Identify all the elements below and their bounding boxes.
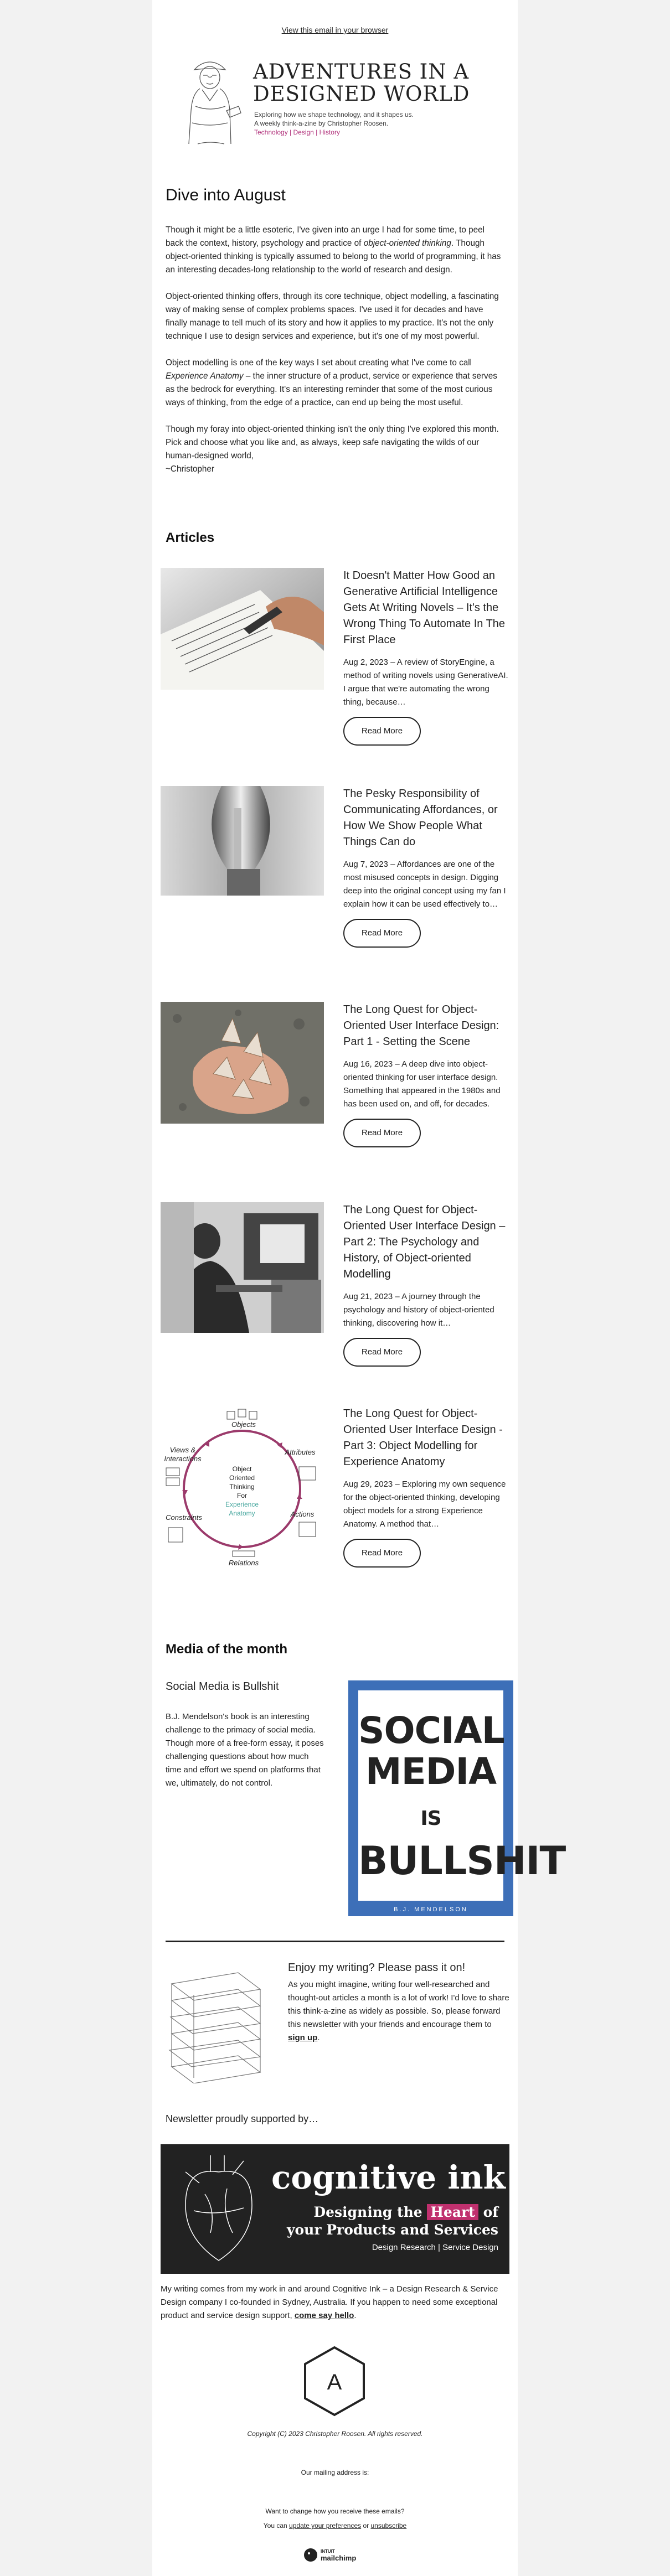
media-description: B.J. Mendelson's book is an interesting challenge to the primacy of social media. Though more of a free-form essay, it poses challenging questions about how much time and effort we spend on platforms that we, ultimately, do not control. xyxy=(166,1712,324,1788)
article-description: Aug 2, 2023 – A review of StoryEngine, a method of writing novels using GenerativeAI. I argue that we're automating the wrong thing, because… xyxy=(343,658,508,707)
svg-text:INTUIT: INTUIT xyxy=(321,2549,335,2554)
signup-link[interactable]: sign up xyxy=(288,2033,318,2042)
newsletter-header xyxy=(176,51,494,148)
book-cover-author: B.J. MENDELSON xyxy=(394,1906,468,1913)
read-more-button[interactable]: Read More xyxy=(343,1539,421,1568)
footer-logo-icon[interactable] xyxy=(302,2345,367,2417)
share-section xyxy=(161,1962,509,2089)
sponsor-heading: Newsletter proudly supported by… xyxy=(166,2113,319,2124)
svg-text:Relations: Relations xyxy=(228,1559,259,1567)
intro-heading: Dive into August xyxy=(166,186,286,204)
svg-text:Interactions: Interactions xyxy=(164,1455,202,1463)
article-title-link[interactable]: The Long Quest for Object-Oriented User Interface Design – Part 2: The Psychology and History, of Object-oriented Modelling xyxy=(343,1204,506,1280)
articles-heading: Articles xyxy=(166,530,215,545)
sponsor-tagline-line1: Designing the Heart of xyxy=(313,2204,498,2220)
intro-text xyxy=(166,224,504,489)
svg-text:mailchimp: mailchimp xyxy=(321,2554,357,2562)
intro-signature: ~Christopher xyxy=(166,464,215,474)
email-prefs-question: Want to change how you receive these emails? xyxy=(265,2507,405,2515)
media-title: Social Media is Bullshit xyxy=(166,1680,279,1693)
mailing-address-label: Our mailing address is: xyxy=(301,2469,369,2476)
svg-text:For: For xyxy=(237,1492,247,1499)
article-image-typewriter[interactable] xyxy=(161,568,324,690)
author-sketch-image xyxy=(176,51,248,148)
svg-text:Object: Object xyxy=(232,1465,252,1473)
sponsor-brand: cognitive ink xyxy=(271,2159,506,2196)
media-of-month xyxy=(166,1680,566,1924)
newsletter-title-line1: ADVENTURES IN A xyxy=(253,60,470,84)
section-divider xyxy=(166,1941,504,1942)
paper-stack-image xyxy=(161,1962,271,2083)
svg-text:Views &: Views & xyxy=(169,1446,196,1454)
svg-text:Constraints: Constraints xyxy=(166,1513,202,1522)
article-title-link[interactable]: It Doesn't Matter How Good an Generative Artificial Intelligence Gets At Writing Novels – It's the Wrong Thing To Automate In The First Place xyxy=(343,570,506,646)
newsletter-title-line2: DESIGNED WORLD xyxy=(253,82,470,106)
book-cover-line1: SOCIAL xyxy=(358,1709,504,1752)
svg-text:Anatomy: Anatomy xyxy=(229,1509,255,1517)
svg-text:Actions: Actions xyxy=(290,1510,315,1518)
article-description: Aug 16, 2023 – A deep dive into object-oriented thinking for user interface design. Something that appeared in the 1980s and has been used on, and off, for decades. xyxy=(343,1059,501,1109)
svg-text:Oriented: Oriented xyxy=(229,1474,255,1482)
sponsor-description: My writing comes from my work in and around Cognitive Ink – a Design Research & Service Design company I co-founded in Sydney, Australia. If you happen to need some exceptional product and service design support, come say hello. xyxy=(161,2284,498,2320)
article-description: Aug 21, 2023 – A journey through the psychology and history of object-oriented thinking, discovering how it… xyxy=(343,1292,494,1328)
article-title-link[interactable]: The Long Quest for Object-Oriented User Interface Design: Part 1 - Setting the Scene xyxy=(343,1003,499,1048)
unsubscribe-link[interactable]: unsubscribe xyxy=(370,2522,407,2530)
book-cover-line2: MEDIA IS xyxy=(365,1750,497,1830)
book-cover-image[interactable] xyxy=(348,1680,566,1916)
article-image-shells[interactable] xyxy=(161,1002,324,1124)
svg-text:Experience: Experience xyxy=(225,1501,259,1508)
newsletter-byline: A weekly think-a-zine by Christopher Roosen. xyxy=(254,120,389,127)
svg-text:Thinking: Thinking xyxy=(229,1483,255,1491)
svg-text:A: A xyxy=(327,2370,342,2394)
newsletter-topics: Technology | Design | History xyxy=(254,128,340,136)
come-say-hello-link[interactable]: come say hello xyxy=(294,2311,354,2320)
book-cover-line3: BULLSHIT xyxy=(358,1838,566,1884)
article-image-fan[interactable] xyxy=(161,786,324,896)
view-in-browser-link[interactable]: View this email in your browser xyxy=(281,25,389,34)
sponsor-services: Design Research | Service Design xyxy=(372,2243,498,2252)
intro-paragraph-4: Though my foray into object-oriented thinking isn't the only thing I've explored this month. Pick and choose what you like and, as always, keep safe navigating the wilds of our human-designed world, xyxy=(166,425,499,461)
article-description: Aug 7, 2023 – Affordances are one of the most misused concepts in design. Digging deep into the original concept using my fan I explain how it can be used effectively to… xyxy=(343,860,506,909)
article-image-computer-history[interactable] xyxy=(161,1202,324,1333)
email-body xyxy=(152,0,566,2576)
intro-paragraph-1: Though it might be a little esoteric, I've given into an urge I had for some time, to peel back the context, history, psychology and practice of object-oriented thinking. Though object-oriented thinking is typically assumed to belong to the world of programming, it has an interesting decades-long relationship to the world of research and design. xyxy=(166,225,501,275)
media-heading: Media of the month xyxy=(166,1642,287,1657)
svg-text:Attributes: Attributes xyxy=(285,1448,316,1456)
intro-paragraph-2: Object-oriented thinking offers, through its core technique, object modelling, a fascinating way of making sense of complex problems spaces. I've used it for decades and have finally manage to tell much of its story and how it applies to my practice. It's not the only technique I use to design services and experience, but it's one of my most powerful. xyxy=(166,292,499,341)
read-more-button[interactable]: Read More xyxy=(343,1119,421,1147)
email-prefs-links: You can update your preferences or unsubscribe xyxy=(263,2522,407,2530)
cognitive-ink-banner[interactable] xyxy=(161,2144,509,2274)
share-title: Enjoy my writing? Please pass it on! xyxy=(288,1962,466,1974)
copyright-text: Copyright (C) 2023 Christopher Roosen. All rights reserved. xyxy=(247,2430,423,2438)
read-more-button[interactable]: Read More xyxy=(343,1338,421,1367)
article-title-link[interactable]: The Long Quest for Object-Oriented User Interface Design - Part 3: Object Modelling for Experience Anatomy xyxy=(343,1408,503,1468)
intro-paragraph-3: Object modelling is one of the key ways I set about creating what I've come to call Experience Anatomy – the inner structure of a product, service or experience that serves as the bedrock for everything. It's an interesting reminder that some of the most curious ways of thinking, from the edge of a practice, can end up being the most useful. xyxy=(166,358,497,407)
share-description: As you might imagine, writing four well-researched and thought-out articles a month is a lot of work! I'd love to share this think-a-zine as widely as possible. So, please forward this newsletter with your friends and encourage them to sign up. xyxy=(288,1980,509,2042)
article-image-diagram[interactable] xyxy=(161,1406,324,1572)
update-preferences-link[interactable]: update your preferences xyxy=(289,2522,362,2530)
anatomical-heart-icon xyxy=(172,2150,266,2268)
article-description: Aug 29, 2023 – Exploring my own sequence for the object-oriented thinking, developing object models for a strong Experience Anatomy. A method that… xyxy=(343,1480,506,1529)
sponsor-tagline-line2: your Products and Services xyxy=(286,2222,498,2238)
svg-text:Objects: Objects xyxy=(231,1420,256,1429)
read-more-button[interactable]: Read More xyxy=(343,717,421,746)
read-more-button[interactable]: Read More xyxy=(343,919,421,948)
mailchimp-logo-icon[interactable] xyxy=(302,2544,368,2566)
newsletter-tagline: Exploring how we shape technology, and it shapes us. xyxy=(254,111,414,118)
article-title-link[interactable]: The Pesky Responsibility of Communicating Affordances, or How We Show People What Things Can do xyxy=(343,788,498,848)
